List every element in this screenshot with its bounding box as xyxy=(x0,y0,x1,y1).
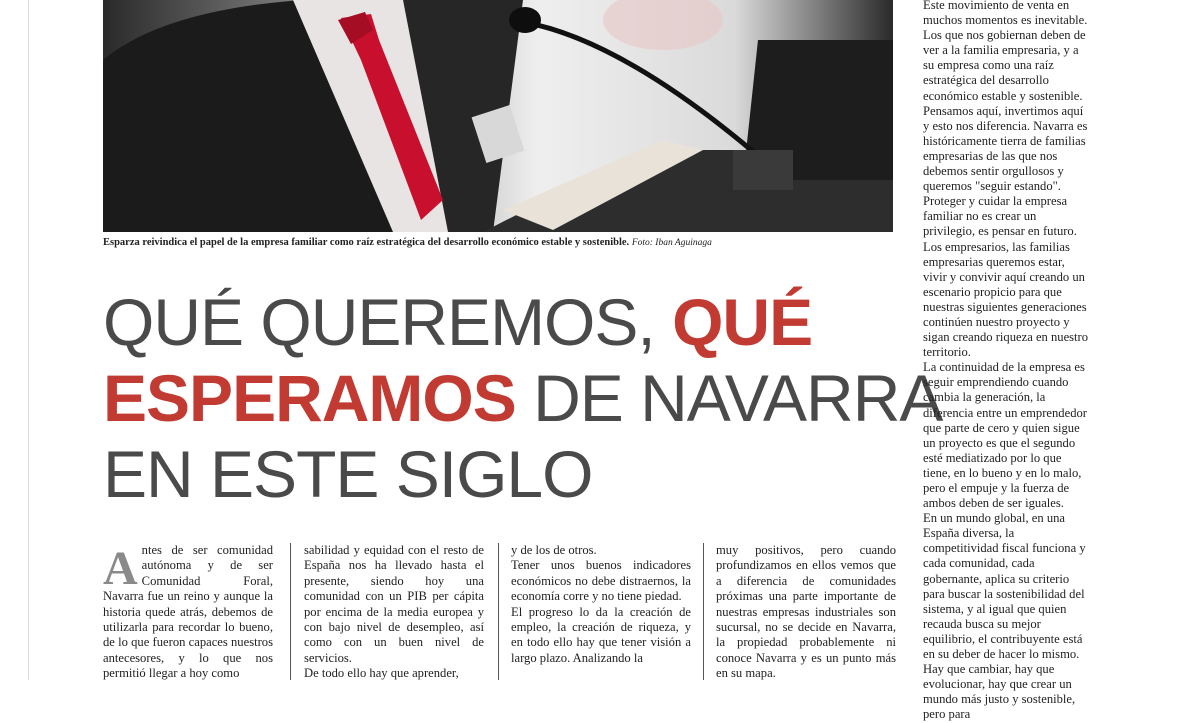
headline-line2-red: ESPERAMOS xyxy=(103,361,516,435)
column-4-text: muy positivos, pero cuando profundizamos en ellos vemos que a diferencia de comunidades próximas una parte importante de nuestras empresas industriales son sucursal, no se decide en Navarra, la propiedad probablemente ni conoce Navarra y es un punto más en su mapa. xyxy=(716,543,896,681)
caption-text: Esparza reivindica el papel de la empresa familiar como raíz estratégica del desarrollo económico estable y sostenible. xyxy=(103,237,630,248)
column-3-text-b: Tener unos buenos indicadores económicos no debe distraernos, la economía corre y no tiene piedad. xyxy=(511,558,691,604)
column-2-text: sabilidad y equidad con el resto de España nos ha llevado hasta el presente, siendo hoy una comunidad con un PIB per cápita por encima de la media europea y con bajo nivel de desempleo, así como con un buen nivel de servicios. xyxy=(304,543,484,665)
right-column-paragraph-2: La continuidad de la empresa es seguir emprendiendo cuando cambia la generación, la diferencia entre un emprendedor que parte de cero y quien sigue un proyecto es que el segundo esté mediatizado por lo que tiene, en lo bueno y en lo malo, pero el empuje y la fuerza de ambos deben de ser iguales. xyxy=(923,360,1087,511)
speaker-illustration xyxy=(103,0,893,232)
body-column-2 xyxy=(304,543,484,682)
drop-cap: A xyxy=(103,542,138,595)
body-column-1 xyxy=(103,543,273,682)
headline-line-2 xyxy=(103,360,943,436)
page-fold-edge xyxy=(28,0,29,680)
body-column-4 xyxy=(716,543,896,682)
headline-line1-red: QUÉ xyxy=(672,285,813,359)
headline-line-1 xyxy=(103,284,903,360)
right-column xyxy=(923,0,1091,723)
headline xyxy=(103,284,943,512)
photo-caption xyxy=(103,237,893,248)
column-divider xyxy=(290,543,291,680)
right-column-paragraph-1: Este movimiento de venta en muchos momentos es inevitable. Los que nos gobiernan deben de ver a la familia empresaria, y a su empresa como una raíz estratégica del desarrollo económico estable y sostenible. Pensamos aquí, invertimos aquí y esto nos diferencia. Navarra es históricamente tierra de familias empresarias de las que nos debemos sentir orgullosos y queremos "seguir estando". Proteger y cuidar la empresa familiar no es crear un privilegio, es pensar en futuro. Los empresarios, las familias empresarias queremos estar, vivir y convivir aquí creando un escenario propicio para que nuestras siguientes generaciones continúen nuestro proyecto y sigan creando riqueza en nuestro territorio. xyxy=(923,0,1089,360)
headline-line2-grey: DE NAVARRA xyxy=(515,361,943,435)
headline-line-3: EN ESTE SIGLO xyxy=(103,437,593,511)
column-2-text-b: De todo ello hay que aprender, xyxy=(304,666,459,681)
article-photo xyxy=(103,0,893,232)
column-divider xyxy=(498,543,499,680)
photo-credit: Foto: Iban Aguinaga xyxy=(631,238,712,248)
column-1-text: ntes de ser comunidad autónoma y de ser Comunidad Foral, Navarra fue un reino y aunque la historia quede atrás, debemos de utilizarla para recordar lo bueno, de lo que fueron capaces nuestros antecesores, y lo que nos permitió llegar a hoy como xyxy=(103,543,273,681)
column-3-text-c: El progreso lo da la creación de empleo, la creación de riqueza, y en todo ello hay que tener visión a largo plazo. Analizando la xyxy=(511,604,691,665)
body-paragraph xyxy=(103,543,273,682)
right-column-paragraph-3: En un mundo global, en una España diversa, la competitividad fiscal funciona y cada comunidad, cada gobernante, aplica su criterio para buscar la sostenibilidad del sistema, y al igual que quien recauda busca su mejor equilibrio, el contribuyente está en su deber de hacer lo mismo. Hay que cambiar, hay que evolucionar, hay que crear un mundo más justo y sostenible, pero para xyxy=(923,511,1086,722)
column-3-text: y de los de otros. xyxy=(511,543,597,557)
column-divider xyxy=(703,543,704,680)
headline-line1-grey: QUÉ QUEREMOS, xyxy=(103,285,673,359)
body-column-3 xyxy=(511,543,691,666)
